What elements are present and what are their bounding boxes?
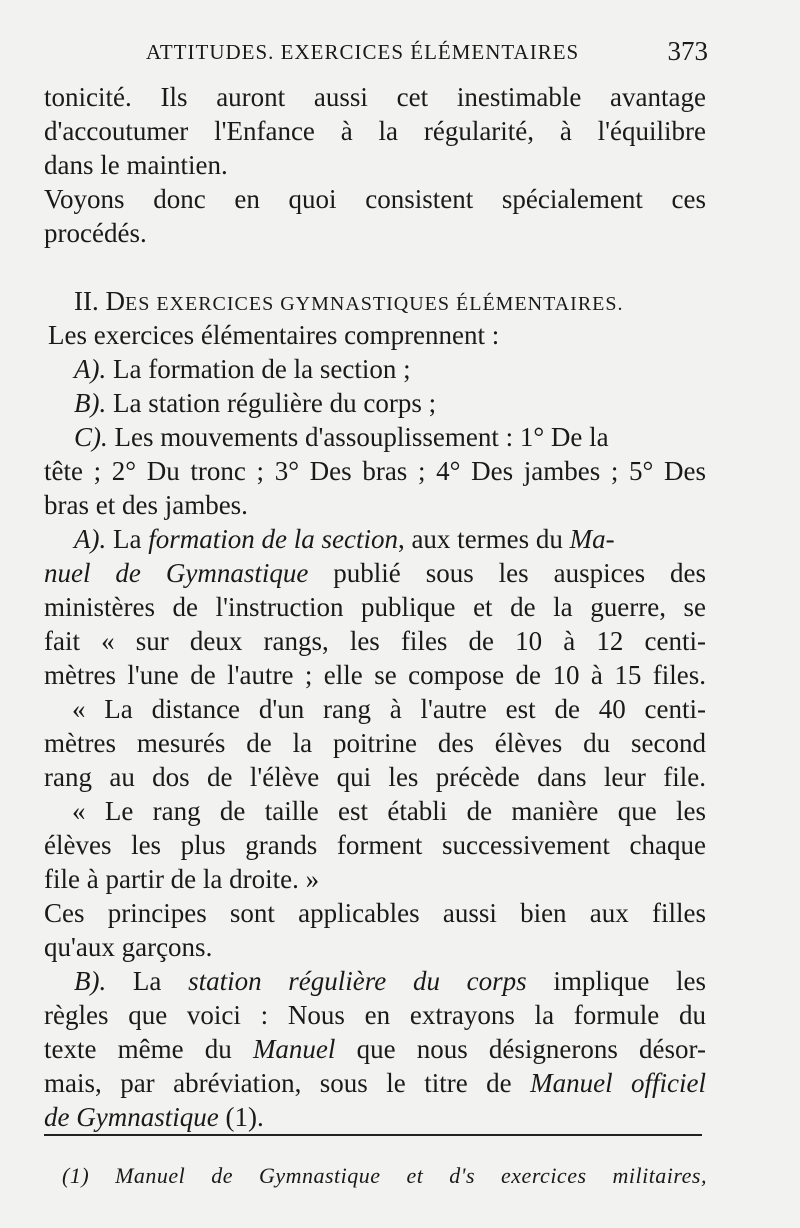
list-item: B). La station régulière du corps ; [74,388,437,418]
footnote: (1) Manuel de Gymnastique et d's exercices militaires, [62,1163,707,1188]
list-item: C). Les mouvements d'assouplissement : 1° De la [74,422,609,452]
section-number: II. D [74,286,125,316]
text-line: fait « sur deux rangs, les files de 10 à 12 centi- [44,626,706,656]
list-marker: B). [74,388,107,418]
text-line: ministères de l'instruction publique et de la guerre, se [44,592,706,622]
text-line: élèves les plus grands forment successivement chaque [44,830,706,860]
text-line: mètres mesurés de la poitrine des élèves du second [44,728,706,758]
text-line: de Gymnastique (1). [44,1102,264,1132]
list-marker: A). [74,524,107,554]
text-line: mètres l'une de l'autre ; elle se compose de 10 à 15 files. [44,660,706,690]
text-line: règles que voici : Nous en extrayons la formule du [44,1000,706,1030]
footnote-rule [44,1134,702,1136]
running-title: ATTITUDES. EXERCICES ÉLÉMENTAIRES [146,40,580,64]
list-marker: C). [74,422,108,452]
text-line: d'accoutumer l'Enfance à la régularité, à l'équilibre [44,116,706,146]
text-line: file à partir de la droite. » [44,864,320,894]
page-number: 373 [667,36,708,66]
text-line: dans le maintien. [44,150,228,180]
text-line: Ces principes sont applicables aussi bien aux filles [44,898,706,928]
text-line: B). La station régulière du corps implique les [74,966,706,996]
list-marker: B). [74,966,107,996]
text-line: tête ; 2° Du tronc ; 3° Des bras ; 4° Des jambes ; 5° Des [44,456,706,486]
text-line: rang au dos de l'élève qui les précède dans leur file. [44,762,706,792]
text-line: A). La formation de la section, aux termes du Ma- [74,524,615,554]
section-title: ES EXERCICES GYMNASTIQUES ÉLÉMENTAIRES. [124,293,624,315]
running-header [0,36,800,72]
text-line: bras et des jambes. [44,490,248,520]
list-marker: A). [74,354,107,384]
text-line: Voyons donc en quoi consistent spécialement ces [44,184,706,214]
text-line: procédés. [44,218,147,248]
text-line: qu'aux garçons. [44,932,213,962]
text-line: nuel de Gymnastique publié sous les auspices des [44,558,707,588]
text-line: texte même du Manuel que nous désignerons désor- [44,1034,706,1064]
footnote-reference: (1). [218,1102,264,1132]
list-item: A). La formation de la section ; [74,354,411,384]
text-line: Les exercices élémentaires comprennent : [48,320,500,350]
text-line: tonicité. Ils auront aussi cet inestimable avantage [44,82,706,112]
text-line: « Le rang de taille est établi de manière que les [72,796,706,826]
text-line: « La distance d'un rang à l'autre est de 40 centi- [72,694,706,724]
section-heading [74,284,736,320]
text-line: mais, par abréviation, sous le titre de Manuel officiel [44,1068,707,1098]
